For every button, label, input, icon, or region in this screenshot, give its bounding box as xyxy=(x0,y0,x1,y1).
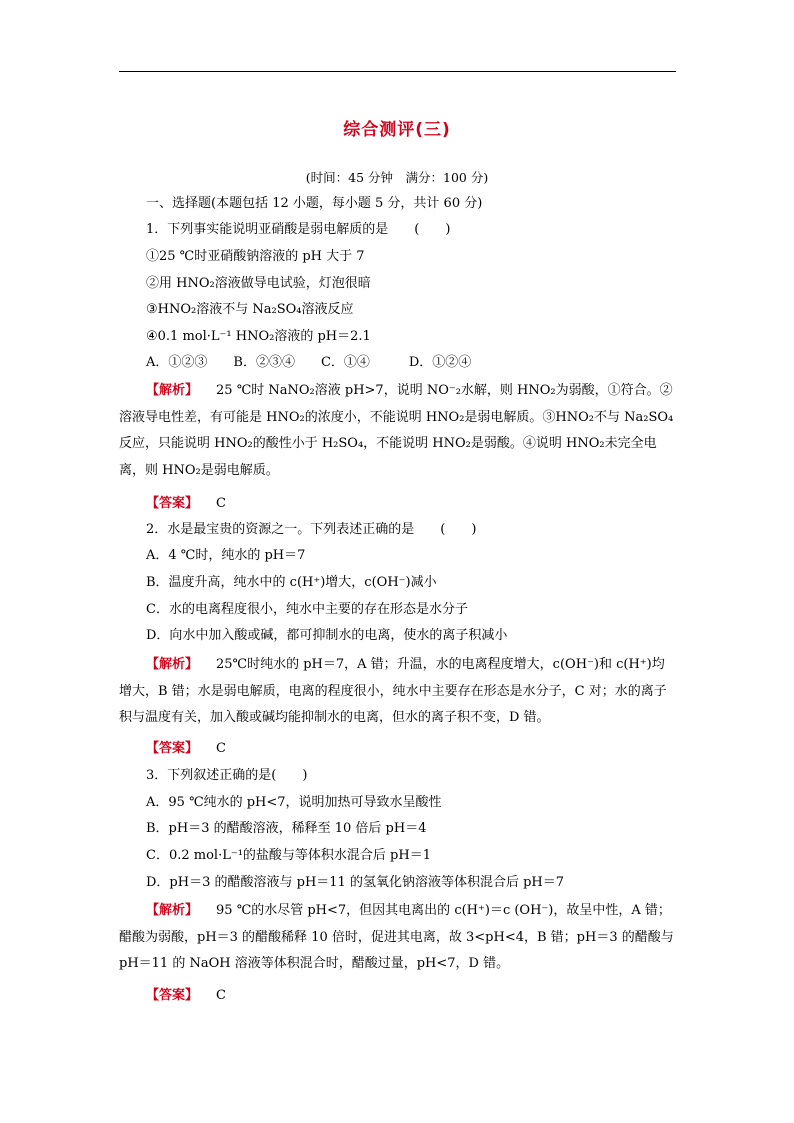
analysis-label: 【解析】 xyxy=(146,903,199,918)
q3-analysis xyxy=(119,898,676,978)
exam-meta: (时间：45 分钟 满分：100 分) xyxy=(305,170,489,185)
answer-label: 【答案】 xyxy=(146,496,199,511)
q1-option-3: ③HNO₂溶液不与 Na₂SO₄溶液反应 xyxy=(146,302,354,317)
answer-label: 【答案】 xyxy=(146,988,199,1003)
q3-option-d: D．pH＝3 的醋酸溶液与 pH＝11 的氢氧化钠溶液等体积混合后 pH＝7 xyxy=(146,875,565,890)
q2-answer-value: C xyxy=(216,741,226,756)
q1-analysis xyxy=(119,378,676,484)
q3-analysis-text: 95 ℃的水尽管 pH<7，但因其电离出的 c(H⁺)＝c (OH⁻)，故呈中性，A 错；醋酸为弱酸，pH＝3 的醋酸稀释 10 倍时，促进其电离，故 3<pH<4，B 错；pH＝3 的醋酸与 pH＝11 的 NaOH 溶液等体积混合时，醋酸过量，pH<7，D 错。 xyxy=(119,903,674,971)
page-title: 综合测评(三) xyxy=(343,120,451,140)
q2-option-a: A．4 ℃时，纯水的 pH＝7 xyxy=(146,548,306,563)
q1-answer xyxy=(119,491,676,518)
q3-answer-value: C xyxy=(216,988,226,1003)
q1-answer-value: C xyxy=(216,496,226,511)
answer-label: 【答案】 xyxy=(146,741,199,756)
analysis-label: 【解析】 xyxy=(146,657,199,672)
q1-choices: A．①②③ B．②③④ C．①④ D．①②④ xyxy=(146,355,472,370)
q3-answer xyxy=(119,983,676,1010)
q2-answer xyxy=(119,736,676,763)
q1-stem: 1．下列事实能说明亚硝酸是弱电解质的是 ( ) xyxy=(146,222,451,237)
q2-stem: 2．水是最宝贵的资源之一。下列表述正确的是 ( ) xyxy=(146,522,477,537)
header-rule xyxy=(119,71,676,72)
q1-option-1: ①25 ℃时亚硝酸钠溶液的 pH 大于 7 xyxy=(146,249,365,264)
q2-option-d: D．向水中加入酸或碱，都可抑制水的电离，使水的离子积减小 xyxy=(146,628,508,643)
q2-analysis-text: 25℃时纯水的 pH＝7，A 错；升温，水的电离程度增大，c(OH⁻)和 c(H⁺)均增大，B 错；水是弱电解质，电离的程度很小，纯水中主要存在形态是水分子，C 对；水的离子积与温度有关，加入酸或碱均能抑制水的电离，但水的离子积不变，D 错。 xyxy=(119,657,667,725)
q2-option-c: C．水的电离程度很小，纯水中主要的存在形态是水分子 xyxy=(146,602,468,617)
q1-analysis-text: 25 ℃时 NaNO₂溶液 pH>7，说明 NO⁻₂水解，则 HNO₂为弱酸，①符合。②溶液导电性差，有可能是 HNO₂的浓度小，不能说明 HNO₂是弱电解质。③HNO₂不与 Na₂SO₄反应，只能说明 HNO₂的酸性小于 H₂SO₄，不能说明 HNO₂是弱酸。④说明 HNO₂未完全电离，则 HNO₂是弱电解质。 xyxy=(119,383,674,478)
q1-option-4: ④0.1 mol·L⁻¹ HNO₂溶液的 pH＝2.1 xyxy=(146,329,371,344)
q3-option-c: C．0.2 mol·L⁻¹的盐酸与等体积水混合后 pH＝1 xyxy=(146,848,431,863)
q2-option-b: B．温度升高，纯水中的 c(H⁺)增大，c(OH⁻)减小 xyxy=(146,575,437,590)
analysis-label: 【解析】 xyxy=(146,383,199,398)
section-heading: 一、选择题(本题包括 12 小题，每小题 5 分，共计 60 分) xyxy=(146,196,483,211)
q1-option-2: ②用 HNO₂溶液做导电试验，灯泡很暗 xyxy=(146,276,371,291)
q3-option-b: B．pH＝3 的醋酸溶液，稀释至 10 倍后 pH＝4 xyxy=(146,821,427,836)
q3-stem: 3．下列叙述正确的是( ) xyxy=(146,768,308,783)
q2-analysis xyxy=(119,652,676,732)
q3-option-a: A．95 ℃纯水的 pH<7，说明加热可导致水呈酸性 xyxy=(146,795,442,810)
